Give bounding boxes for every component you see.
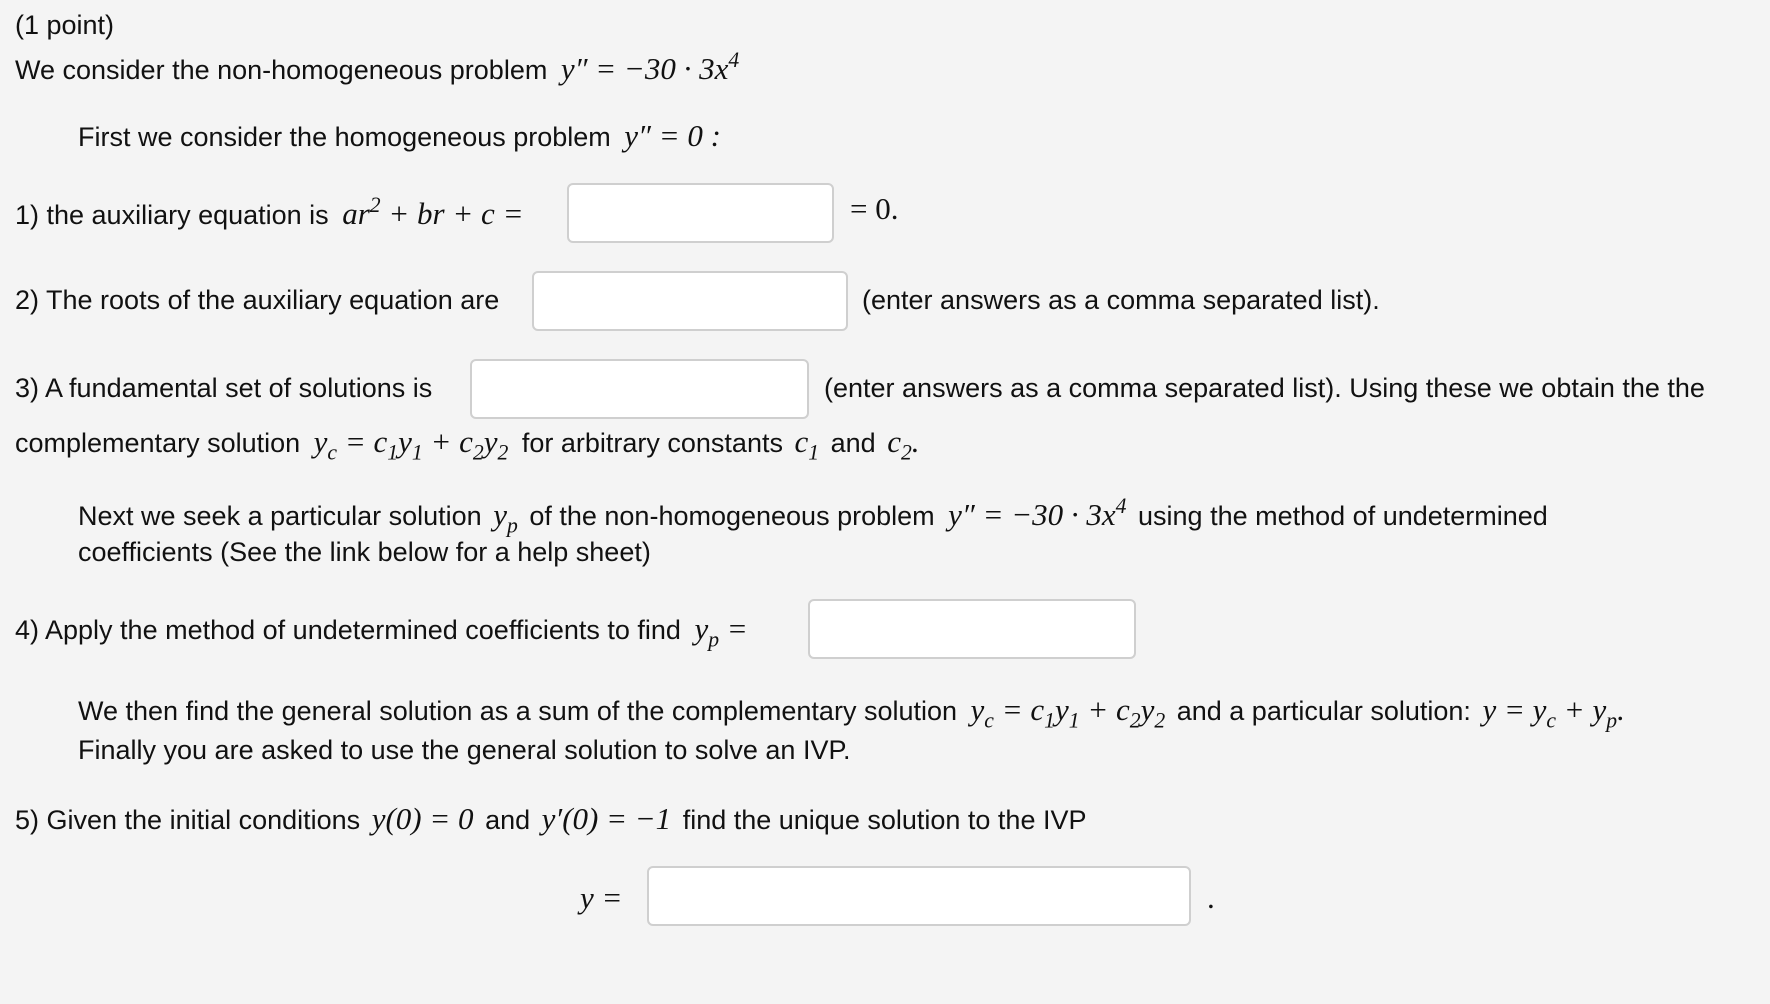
particular-line2: coefficients (See the link below for a help sheet) bbox=[78, 537, 651, 567]
q2-hint: (enter answers as a comma separated list). bbox=[862, 285, 1380, 315]
particular-text-b: of the non-homogeneous problem bbox=[529, 500, 935, 531]
q5-answer-input[interactable] bbox=[647, 866, 1191, 926]
q3-yc-equation: $y_c = c_1y_1 + c_2y_2$ bbox=[313, 424, 509, 465]
particular-text-c: using the method of undetermined bbox=[1138, 500, 1548, 531]
general-yc-equation: $y_c = c_1y_1 + c_2y_2$ bbox=[970, 692, 1166, 733]
q4-equation: $y_p$ = bbox=[694, 611, 748, 652]
q1-line bbox=[15, 195, 523, 229]
q3-answer-input[interactable] bbox=[470, 359, 809, 419]
q5-label-b: find the unique solution to the IVP bbox=[682, 805, 1087, 835]
particular-equation: $y'' = -30 \cdot 3x^4$ bbox=[948, 494, 1127, 532]
q5-equation: y = bbox=[580, 880, 623, 915]
q4-label: 4) Apply the method of undetermined coefficients to find bbox=[15, 615, 681, 645]
q4-line bbox=[15, 613, 748, 651]
particular-line1 bbox=[78, 496, 1548, 537]
q3-line2-text-b: for arbitrary constants bbox=[521, 428, 783, 458]
general-text-a: We then find the general solution as a sum of the complementary solution bbox=[78, 696, 958, 726]
general-y-equation: $y = y_c + y_p$. bbox=[1482, 692, 1625, 733]
intro-text: We consider the non-homogeneous problem bbox=[15, 54, 548, 85]
q1-equation: $ar^2$ + br + c = bbox=[342, 193, 524, 231]
q5-label-a: 5) Given the initial conditions bbox=[15, 805, 361, 835]
q3-label: 3) A fundamental set of solutions is bbox=[15, 373, 433, 403]
q1-suffix: = 0. bbox=[850, 191, 899, 226]
q1-label: 1) the auxiliary equation is bbox=[15, 199, 329, 230]
q3-line2-text-a: complementary solution bbox=[15, 428, 301, 458]
q5-suffix: . bbox=[1207, 880, 1215, 915]
homogeneous-line bbox=[78, 120, 721, 151]
q3-c2: $c_2$. bbox=[887, 424, 920, 465]
q5-and: and bbox=[485, 805, 531, 835]
q3-hint: (enter answers as a comma separated list). Using these we obtain the the bbox=[824, 373, 1705, 403]
q1-answer-input[interactable] bbox=[567, 183, 834, 243]
q3-line2 bbox=[15, 426, 920, 464]
q5-ic2: y′(0) = −1 bbox=[541, 801, 672, 836]
q2-answer-input[interactable] bbox=[532, 271, 848, 331]
q3-and: and bbox=[830, 428, 876, 458]
q2-label: 2) The roots of the auxiliary equation are bbox=[15, 285, 500, 315]
homogeneous-text: First we consider the homogeneous problem bbox=[78, 122, 611, 152]
homogeneous-equation: y″ = 0 : bbox=[624, 118, 721, 153]
points-label: (1 point) bbox=[15, 10, 115, 40]
intro-line bbox=[15, 50, 739, 84]
q3-c1: $c_1$ bbox=[794, 424, 820, 465]
particular-yp: $y_p$ bbox=[493, 496, 518, 538]
q4-answer-input[interactable] bbox=[808, 599, 1136, 659]
q5-line bbox=[15, 803, 1086, 834]
intro-equation: $y'' = -30 \cdot 3x^4$ bbox=[560, 48, 740, 86]
q5-ic1: y(0) = 0 bbox=[371, 801, 474, 836]
general-text-b: and a particular solution: bbox=[1176, 696, 1471, 726]
general-line2: Finally you are asked to use the general solution to solve an IVP. bbox=[78, 735, 851, 765]
particular-text-a: Next we seek a particular solution bbox=[78, 500, 482, 531]
general-line1 bbox=[78, 694, 1625, 732]
